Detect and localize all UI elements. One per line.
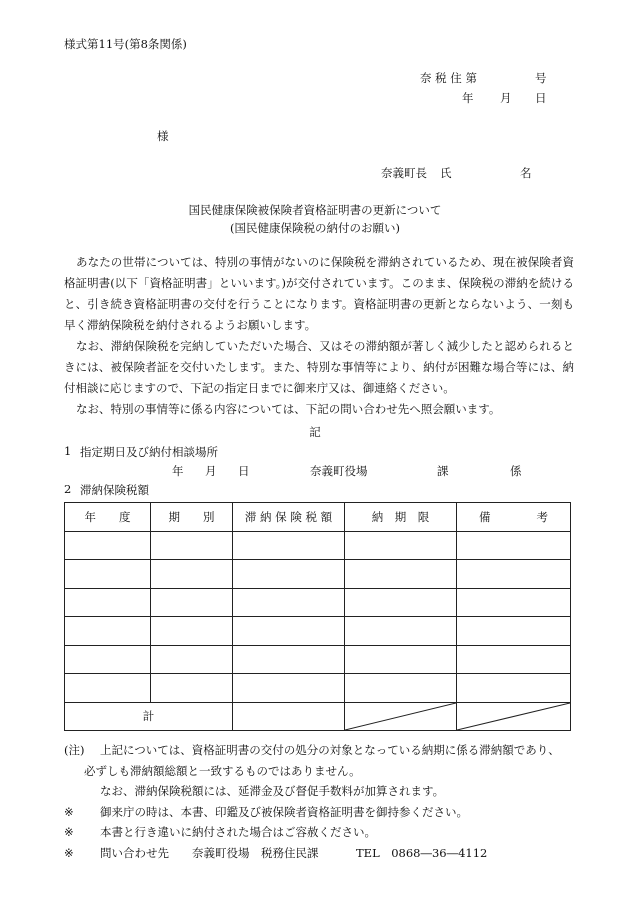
table-cell [457, 617, 571, 646]
ki-heading: 記 [309, 425, 321, 439]
notes-section [64, 740, 584, 863]
table-cell [65, 531, 151, 560]
header-remarks: 備 考 [457, 503, 571, 532]
remarks-diagonal-cell [457, 702, 571, 730]
due-date-diagonal-cell [345, 702, 457, 730]
section1-month: 月 [205, 464, 217, 478]
table-row [65, 560, 571, 589]
sender-name-label-1: 氏 [440, 166, 452, 180]
table-cell [233, 560, 345, 589]
table-cell [151, 560, 233, 589]
table-cell [151, 674, 233, 703]
document-number-label: 奈 税 住 第 [420, 71, 477, 85]
section2-number: 2 [64, 482, 72, 496]
table-row [65, 588, 571, 617]
note-line-1: 上記については、資格証明書の交付の処分の対象となっている納期に係る滞納額であり、 [100, 743, 560, 757]
body-paragraph-2: なお、滞納保険税を完納していただいた場合、又はその滞納額が著しく減少したと認められるときには、被保険者証を交付いたします。また、特別な事情等により、納付が困難な場合等には、納付相談に応じますので、下記の指定日までに御来庁又は、御連絡ください。 [64, 339, 574, 395]
bullet-mark: ※ [64, 804, 74, 819]
table-cell [345, 531, 457, 560]
date-year-label: 年 [462, 91, 474, 105]
bullet-mark: ※ [64, 845, 74, 860]
table-header-row [65, 503, 571, 532]
table-total-row [65, 702, 571, 730]
table-row [65, 617, 571, 646]
diagonal-line [457, 703, 570, 730]
date-day-label: 日 [535, 91, 547, 105]
section1-year: 年 [172, 464, 184, 478]
table-cell [457, 645, 571, 674]
body-paragraph-1: あなたの世帯については、特別の事情がないのに保険税を滞納されているため、現在被保険者資格証明書(以下「資格証明書」といいます。)が交付されています。このまま、保険税の滞納を続けると、引き続き資格証明書の交付を行うことになります。資格証明書の更新とならないよう、一刻も早く滞納保険税を納付されるようお願いします。 [64, 255, 574, 332]
document-title: 国民健康保険被保険者資格証明書の更新について [188, 203, 442, 217]
note-line-2: 必ずしも滞納額総額と一致するものではありません。 [84, 763, 361, 778]
table-cell [345, 645, 457, 674]
table-cell [151, 617, 233, 646]
sender-title: 奈義町長 [381, 166, 427, 180]
total-amount-cell [233, 702, 345, 730]
table-cell [65, 560, 151, 589]
table-cell [151, 645, 233, 674]
table-cell [65, 617, 151, 646]
section1-day: 日 [238, 464, 250, 478]
contact-phone: TEL 0868―36―4112 [356, 845, 488, 860]
section1-number: 1 [64, 444, 72, 458]
table-cell [457, 560, 571, 589]
body-text [64, 252, 574, 420]
table-cell [457, 674, 571, 703]
header-arrears-amount: 滞 納 保 険 税 額 [233, 503, 345, 532]
table-cell [65, 588, 151, 617]
section1-kakari: 係 [510, 464, 522, 478]
table-cell [233, 588, 345, 617]
note-mark: (注) [64, 743, 85, 757]
bullet-1: 御来庁の時は、本書、印鑑及び被保険者資格証明書を御持参ください。 [100, 804, 468, 819]
addressee-suffix: 様 [157, 129, 169, 143]
section1-ka: 課 [437, 464, 449, 478]
header-fiscal-year: 年 度 [65, 503, 151, 532]
body-paragraph-3: なお、特別の事情等に係る内容については、下記の問い合わせ先へ照会願います。 [76, 402, 501, 416]
bullet-mark: ※ [64, 825, 74, 839]
table-cell [457, 531, 571, 560]
table-cell [65, 674, 151, 703]
document-number-suffix: 号 [535, 71, 547, 85]
table-cell [345, 588, 457, 617]
table-cell [233, 645, 345, 674]
section1-place: 奈義町役場 [310, 464, 368, 478]
contact-office: 奈義町役場 税務住民課 [192, 845, 319, 860]
table-row [65, 645, 571, 674]
table-cell [151, 531, 233, 560]
header-due-date: 納 期 限 [345, 503, 457, 532]
contact-label: 問い合わせ先 [100, 845, 169, 860]
section1-heading: 指定期日及び納付相談場所 [80, 445, 218, 459]
table-cell [345, 674, 457, 703]
table-cell [457, 588, 571, 617]
date-month-label: 月 [500, 91, 512, 105]
table-cell [65, 645, 151, 674]
diagonal-line [345, 703, 456, 730]
total-label: 計 [65, 702, 233, 730]
table-cell [345, 617, 457, 646]
table-cell [233, 617, 345, 646]
table-cell [345, 560, 457, 589]
table-row [65, 531, 571, 560]
header-period: 期 別 [151, 503, 233, 532]
section2-heading: 滞納保険税額 [80, 483, 149, 497]
note-line-3: なお、滞納保険税額には、延滞金及び督促手数料が加算されます。 [100, 784, 445, 798]
arrears-table [64, 502, 571, 731]
table-cell [233, 674, 345, 703]
table-row [65, 674, 571, 703]
table-cell [151, 588, 233, 617]
bullet-2: 本書と行き違いに納付された場合はご容赦ください。 [100, 825, 376, 839]
document-subtitle: (国民健康保険税の納付のお願い) [230, 221, 400, 235]
sender-name-label-2: 名 [520, 166, 532, 180]
table-cell [233, 531, 345, 560]
form-number: 様式第11号(第8条関係) [64, 37, 187, 51]
